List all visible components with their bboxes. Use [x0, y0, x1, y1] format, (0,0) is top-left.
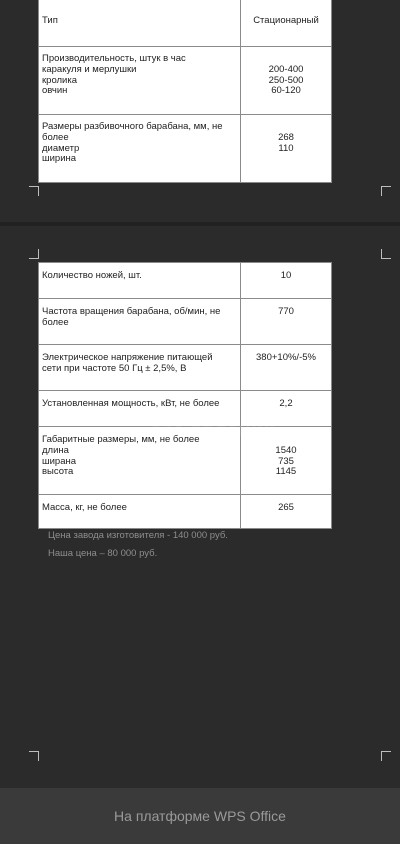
label-line: более: [42, 131, 69, 143]
footer-label: На платформе WPS Office: [114, 808, 286, 824]
label-line: более: [42, 316, 69, 328]
crop-mark: [381, 186, 391, 196]
table-row: [39, 115, 332, 183]
label-line: Масса, кг, не более: [42, 502, 127, 513]
value-line: 110: [278, 142, 294, 154]
label-line: высота: [42, 466, 74, 478]
spec-label: [39, 47, 241, 115]
label-line: Частота вращения барабана, об/мин, не: [42, 306, 221, 317]
value-line: 735: [278, 455, 294, 467]
label-line: Размеры разбивочного барабана, мм, не: [42, 121, 223, 132]
spec-label: [39, 495, 241, 529]
value-line: 770: [278, 306, 294, 317]
spec-label: [39, 115, 241, 183]
label-line: Количество ножей, шт.: [42, 270, 142, 281]
label-line: диаметр: [42, 142, 80, 154]
spec-table-1: [38, 0, 332, 183]
label-line: Установленная мощность, кВт, не более: [42, 398, 220, 409]
spec-label: [39, 263, 241, 299]
table-row: [39, 299, 332, 345]
factory-price-note: Цена завода изготовителя - 140 000 руб.: [48, 530, 228, 541]
crop-mark: [29, 751, 39, 761]
document-page-2: [0, 226, 400, 786]
label-line: овчин: [42, 85, 68, 97]
label-line: Тип: [42, 15, 58, 26]
spec-value: [241, 345, 332, 391]
label-line: Электрическое напряжение питающей: [42, 352, 213, 363]
crop-mark: [29, 249, 39, 259]
value-line: 60-120: [271, 85, 301, 97]
label-line: сети при частоте 50 Гц ± 2,5%, В: [42, 362, 187, 374]
value-line: Стационарный: [253, 15, 319, 26]
value-line: 1145: [275, 466, 297, 478]
spec-label: [39, 0, 241, 47]
label-line: кролика: [42, 74, 78, 86]
label-line: ширина: [42, 153, 77, 165]
spec-value: [241, 0, 332, 47]
label-line: ширана: [42, 455, 77, 467]
crop-mark: [381, 249, 391, 259]
spec-label: [39, 345, 241, 391]
value-line: 250-500: [268, 74, 304, 86]
spec-value: [241, 115, 332, 183]
spec-value: [241, 47, 332, 115]
table-row: [39, 0, 332, 47]
label-line: длина: [42, 444, 69, 456]
table-row: [39, 345, 332, 391]
value-line: 268: [278, 131, 294, 143]
table-row: [39, 495, 332, 529]
spec-table-2: [38, 262, 332, 529]
value-line: 265: [278, 502, 294, 513]
value-line: 1540: [275, 444, 297, 456]
crop-mark: [381, 751, 391, 761]
table-row: [39, 263, 332, 299]
crop-mark: [29, 186, 39, 196]
value-line: 2,2: [279, 398, 293, 409]
spec-value: [241, 263, 332, 299]
document-page-1: [0, 0, 400, 222]
label-line: каракуля и мерлушки: [42, 63, 137, 75]
spec-value: [241, 299, 332, 345]
our-price-note: Наша цена – 80 000 руб.: [48, 548, 158, 559]
spec-value: [241, 495, 332, 529]
value-line: 200-400: [268, 63, 304, 75]
table-row: [39, 47, 332, 115]
label-line: Габаритные размеры, мм, не более: [42, 434, 200, 445]
watermark: объявлений: [150, 420, 277, 441]
spec-label: [39, 299, 241, 345]
value-line: 380+10%/-5%: [256, 352, 316, 363]
value-line: 10: [280, 270, 292, 281]
label-line: Производительность, штук в час: [42, 53, 186, 64]
wps-footer-bar[interactable]: [0, 788, 400, 844]
